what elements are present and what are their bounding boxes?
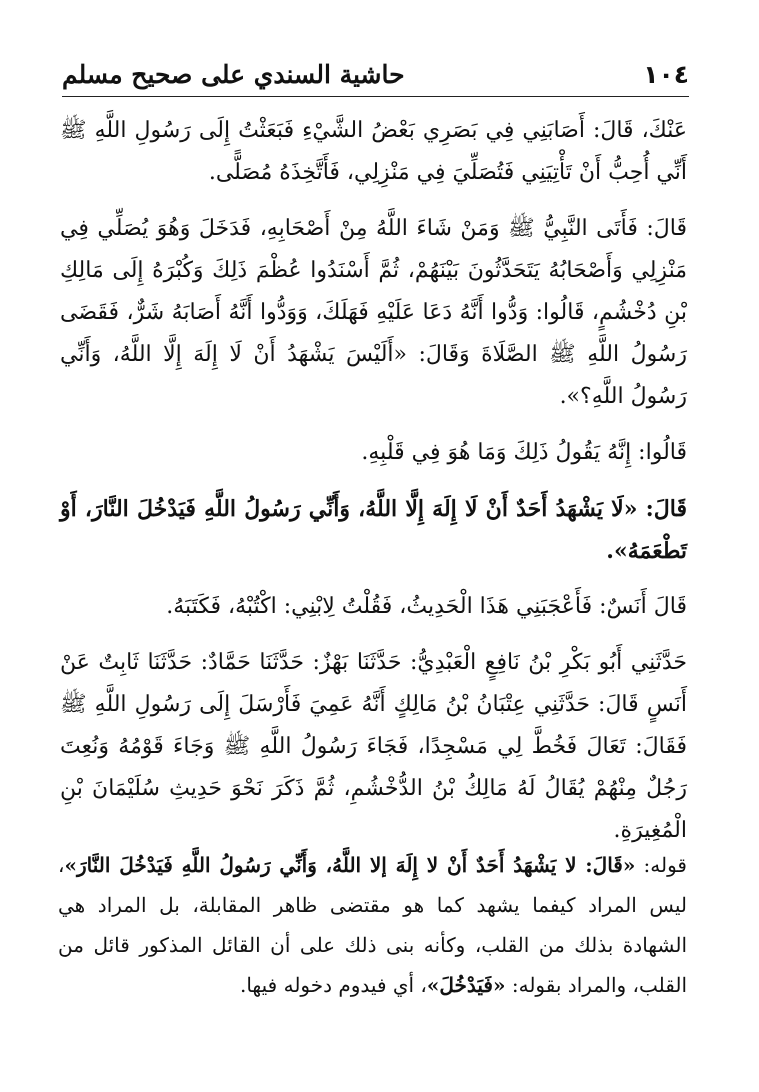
commentary-section xyxy=(58,845,687,1005)
hadith-paragraph: قَالُوا: إِنَّهُ يَقُولُ ذَلِكَ وَمَا هُوَ فِي قَلْبِهِ. xyxy=(361,440,687,465)
commentary-text: ، أي فيدوم دخوله فيها. xyxy=(239,973,427,997)
running-head xyxy=(62,52,689,97)
commentary-lead: قوله: xyxy=(635,853,687,877)
commentary-quote: «فَيَدْخُلَ» xyxy=(426,973,506,997)
commentary-text: ، ليس المراد كيفما يشهد كما هو مقتضى ظاهر المقابلة، بل المراد هي الشهادة بذلك من القلب، وكأنه بنى ذلك على أن القائل المذكور قائل من القلب، والمراد بقوله: xyxy=(58,853,687,997)
isnad-paragraph: حَدَّثَنِي أَبُو بَكْرِ بْنُ نَافِعٍ الْعَبْدِيُّ: حَدَّثَنَا بَهْزٌ: حَدَّثَنَا حَمَّادٌ: حَدَّثَنَا ثَابِتٌ عَنْ أَنَسٍ قَالَ: حَدَّثَنِي عِتْبَانُ بْنُ مَالِكٍ أَنَّهُ عَمِيَ فَأَرْسَلَ إِلَى رَسُولِ اللَّهِ ﷺ فَقَالَ: تَعَالَ فَخُطَّ لِي مَسْجِدًا، فَجَاءَ رَسُولُ اللَّهِ ﷺ وَجَاءَ قَوْمُهُ وَنُعِتَ رَجُلٌ مِنْهُمْ يُقَالُ لَهُ مَالِكُ بْنُ الدُّخْشُمِ، ثُمَّ ذَكَرَ نَحْوَ حَدِيثِ سُلَيْمَانَ بْنِ الْمُغِيرَةِ. xyxy=(60,650,687,843)
hadith-paragraph: عَنْكَ، قَالَ: أَصَابَنِي فِي بَصَرِي بَعْضُ الشَّيْءِ فَبَعَثْتُ إِلَى رَسُولِ اللَّهِ ﷺ أَنِّي أُحِبُّ أَنْ تَأْتِيَنِي فَتُصَلِّيَ فِي مَنْزِلِي، فَأَتَّخِذَهُ مُصَلًّى. xyxy=(60,118,687,185)
hadith-text xyxy=(60,110,687,866)
hadith-paragraph: قَالَ أَنَسٌ: فَأَعْجَبَنِي هَذَا الْحَدِيثُ، فَقُلْتُ لِابْنِي: اكْتُبْهُ، فَكَتَبَهُ. xyxy=(166,594,687,619)
hadith-paragraph: قَالَ: فَأَتَى النَّبِيُّ ﷺ وَمَنْ شَاءَ اللَّهُ مِنْ أَصْحَابِهِ، فَدَخَلَ وَهُوَ يُصَلِّي فِي مَنْزِلِي وَأَصْحَابُهُ يَتَحَدَّثُونَ بَيْنَهُمْ، ثُمَّ أَسْنَدُوا عُظْمَ ذَلِكَ وَكُبْرَهُ إِلَى مَالِكِ بْنِ دُخْشُمٍ، قَالُوا: وَدُّوا أَنَّهُ دَعَا عَلَيْهِ فَهَلَكَ، وَوَدُّوا أَنَّهُ أَصَابَهُ شَرٌّ، فَقَضَى رَسُولُ اللَّهِ ﷺ الصَّلَاةَ وَقَالَ: «أَلَيْسَ يَشْهَدُ أَنْ لَا إِلَهَ إِلَّا اللَّهُ، وَأَنِّي رَسُولُ اللَّهِ؟». xyxy=(60,216,687,409)
page-number: ١٠٤ xyxy=(643,59,689,89)
commentary-paragraph xyxy=(58,845,687,1005)
running-title: حاشية السندي على صحيح مسلم xyxy=(62,59,405,89)
commentary-quote: «قَالَ: لا يَشْهَدُ أَحَدٌ أَنْ لا إِلَهَ إلا اللَّهُ، وَأَنِّي رَسُولُ اللَّهِ فَيَدْخُلَ النَّارَ» xyxy=(64,853,636,877)
prophet-saying-paragraph: قَالَ: «لَا يَشْهَدُ أَحَدٌ أَنْ لَا إِلَهَ إِلَّا اللَّهُ، وَأَنِّي رَسُولُ اللَّهِ فَيَدْخُلَ النَّارَ، أَوْ تَطْعَمَهُ». xyxy=(60,496,687,564)
